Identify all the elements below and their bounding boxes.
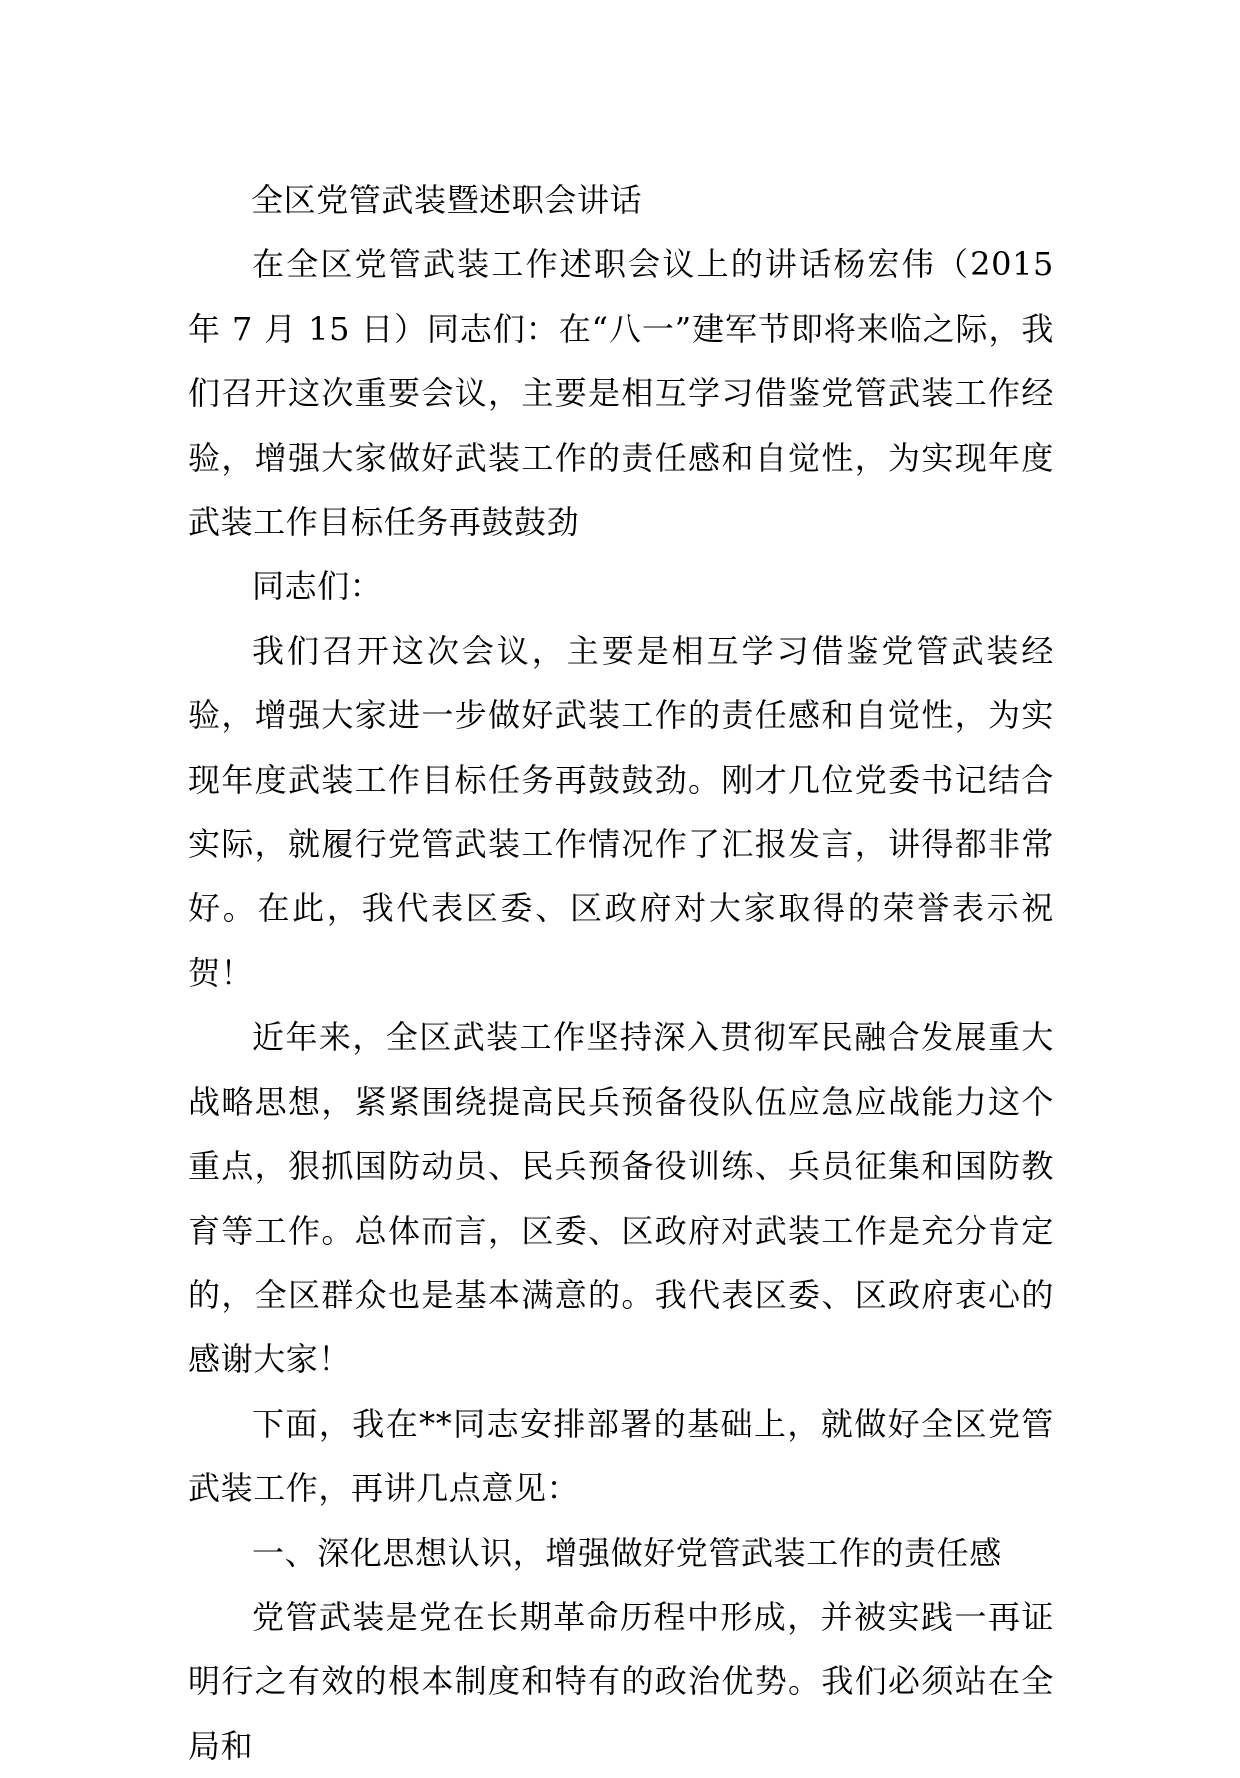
salutation-paragraph: 同志们： [252, 567, 383, 606]
achievements-paragraph: 近年来，全区武装工作坚持深入贯彻军民融合发展重大战略思想，紧紧围绕提高民兵预备役队伍应急应战能力这个重点，狠抓国防动员、民兵预备役训练、兵员征集和国防教育等工作。总体而言，区委、区政府对武装工作是充分肯定的，全区群众也是基本满意的。我代表区委、区政府衷心的感谢大家！ [188, 1018, 1054, 1379]
speech-intro-paragraph: 在全区党管武装工作述职会议上的讲话杨宏伟（2015 年 7 月 15 日）同志们：在“八一”建军节即将来临之际，我们召开这次重要会议，主要是相互学习借鉴党管武装工作经验，增强大家做好武装工作的责任感和自觉性，为实现年度武装工作目标任务再鼓鼓劲 [188, 245, 1054, 542]
meeting-purpose-paragraph: 我们召开这次会议，主要是相互学习借鉴党管武装经验，增强大家进一步做好武装工作的责任感和自觉性，为实现年度武装工作目标任务再鼓鼓劲。刚才几位党委书记结合实际，就履行党管武装工作情况作了汇报发言，讲得都非常好。在此，我代表区委、区政府对大家取得的荣誉表示祝贺！ [188, 631, 1054, 992]
opinions-intro-paragraph: 下面，我在**同志安排部署的基础上，就做好全区党管武装工作，再讲几点意见： [188, 1404, 1054, 1508]
document-body [188, 168, 1054, 1778]
section-heading-1: 一、深化思想认识，增强做好党管武装工作的责任感 [252, 1533, 1002, 1572]
section-1-paragraph: 党管武装是党在长期革命历程中形成，并被实践一再证明行之有效的根本制度和特有的政治优势。我们必须站在全局和 [188, 1597, 1054, 1765]
document-title: 全区党管武装暨述职会讲话 [251, 181, 643, 219]
